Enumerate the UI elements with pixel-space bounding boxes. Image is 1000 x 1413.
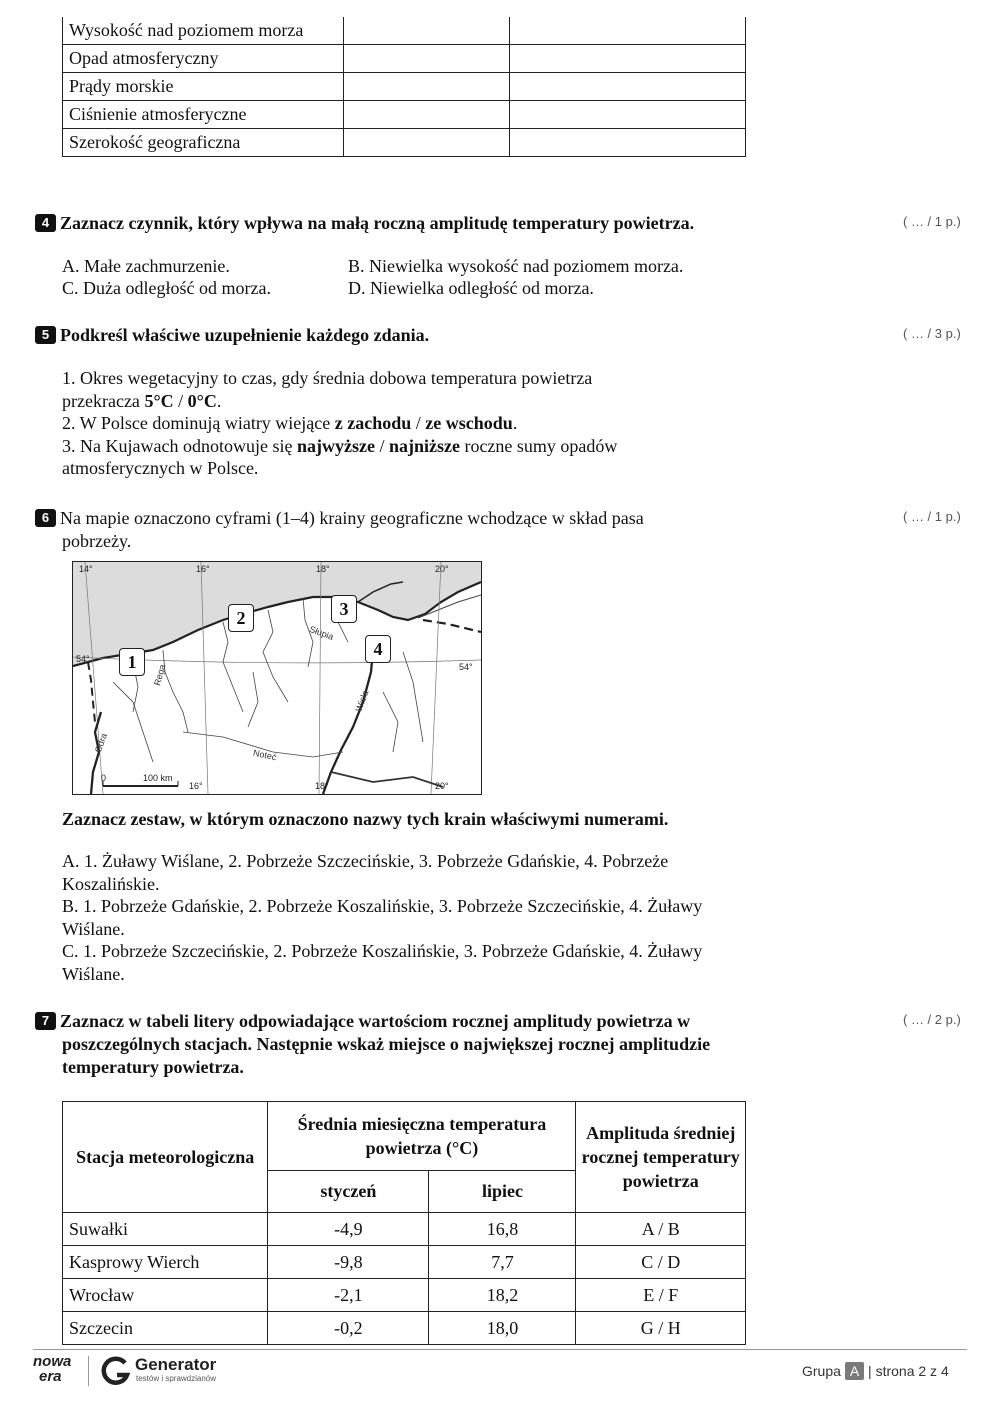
- jan-temp: -4,9: [268, 1213, 429, 1246]
- factor-label: Szerokość geograficzna: [63, 129, 344, 157]
- station-name: Wrocław: [63, 1279, 268, 1312]
- text-span: .: [216, 390, 222, 411]
- q4-option-a[interactable]: A. Małe zachmurzenie.: [62, 256, 230, 276]
- q5-s2: [62, 412, 762, 435]
- q5-sentences: [62, 367, 762, 480]
- jul-temp: 18,2: [429, 1279, 576, 1312]
- page-info: [802, 1362, 949, 1380]
- q4-points: ( … / 1 p.): [903, 214, 961, 229]
- river-label-slupia: Słupia: [308, 624, 335, 642]
- answer-cell[interactable]: [509, 17, 745, 45]
- coast-map: [72, 561, 482, 795]
- text-span: .: [512, 413, 518, 433]
- tick-top-18: 18°: [316, 564, 330, 574]
- q5-s1-line1: 1. Okres wegetacyjny to czas, gdy średnia dobowa temperatura powietrza: [62, 368, 593, 388]
- option-line: C. 1. Pobrzeże Szczecińskie, 2. Pobrzeże Koszalińskie, 3. Pobrzeże Gdańskie, 4. Żuławy: [62, 941, 703, 961]
- q5-s1-line2: [62, 390, 762, 413]
- q7-line2: poszczególnych stacjach. Następnie wskaż miejsce o największej rocznej amplitudzie: [62, 1034, 711, 1054]
- option-line: Wiślane.: [62, 963, 125, 984]
- generator-title: Generator: [135, 1355, 217, 1374]
- table-row: [63, 1213, 746, 1246]
- q6-option-b[interactable]: [62, 895, 762, 940]
- q6-instruction: Zaznacz zestaw, w którym oznaczono nazwy tych krain właściwymi numerami.: [62, 809, 669, 829]
- factor-label: Ciśnienie atmosferyczne: [63, 101, 344, 129]
- river-label-notec: Noteć: [252, 747, 278, 763]
- q5-s2-option-2[interactable]: ze wschodu: [425, 413, 513, 433]
- table-row: [63, 73, 746, 101]
- separator: /: [173, 390, 188, 411]
- q6-points: ( … / 1 p.): [903, 509, 961, 524]
- generator-logo-icon: [101, 1355, 131, 1387]
- q7-points: ( … / 2 p.): [903, 1012, 961, 1027]
- q7-prompt: [35, 1010, 755, 1079]
- separator: /: [411, 413, 426, 433]
- amplitude-choice[interactable]: C / D: [576, 1246, 746, 1279]
- vistula-river: [323, 650, 373, 794]
- generator-subtitle: testów i sprawdzianów: [136, 1374, 217, 1383]
- q5-text: Podkreśl właściwe uzupełnienie każdego zdania.: [60, 325, 430, 345]
- q4-option-d[interactable]: D. Niewielka odległość od morza.: [348, 278, 594, 298]
- separator: /: [374, 435, 389, 456]
- answer-cell[interactable]: [509, 73, 745, 101]
- header-july: lipiec: [429, 1170, 576, 1212]
- q5-s3-line2: atmosferycznych w Polsce.: [62, 458, 259, 478]
- answer-cell[interactable]: [509, 101, 745, 129]
- table-row: [63, 1246, 746, 1279]
- header-station: Stacja meteorologiczna: [63, 1102, 268, 1213]
- amplitude-choice[interactable]: G / H: [576, 1312, 746, 1345]
- option-line: B. 1. Pobrzeże Gdańskie, 2. Pobrzeże Koszalińskie, 3. Pobrzeże Szczecińskie, 4. Żuławy: [62, 896, 703, 916]
- temperature-table: [62, 1101, 746, 1345]
- factor-label: Opad atmosferyczny: [63, 45, 344, 73]
- header-amplitude: Amplituda średniej rocznej temperatury powietrza: [576, 1102, 746, 1213]
- q6-options: [62, 850, 762, 985]
- table-row: [63, 101, 746, 129]
- table-row: [63, 45, 746, 73]
- answer-cell[interactable]: [344, 101, 509, 129]
- river-label-rega: Rega: [152, 663, 168, 687]
- tick-bottom-16: 16°: [189, 781, 203, 791]
- option-line: Wiślane.: [62, 918, 125, 939]
- header-temperature: Średnia miesięczna temperatura powietrza (°C): [268, 1102, 576, 1171]
- station-name: Suwałki: [63, 1213, 268, 1246]
- q5-points: ( … / 3 p.): [903, 326, 961, 341]
- grupa-badge: A: [845, 1362, 864, 1380]
- q6-option-c[interactable]: [62, 940, 762, 985]
- text-span: przekracza: [62, 390, 145, 411]
- map-label-4: 4: [365, 635, 391, 663]
- answer-cell[interactable]: [344, 129, 509, 157]
- scale-start-label: 0: [101, 773, 107, 783]
- tick-bottom-18: 18°: [315, 781, 329, 791]
- q6-text-line1: Na mapie oznaczono cyframi (1–4) krainy geograficzne wchodzące w skład pasa: [60, 508, 644, 528]
- amplitude-choice[interactable]: A / B: [576, 1213, 746, 1246]
- q4-option-c[interactable]: C. Duża odległość od morza.: [62, 278, 271, 298]
- jan-temp: -0,2: [268, 1312, 429, 1345]
- q5-s1-option-1[interactable]: 5°C: [144, 390, 174, 411]
- factors-table: [62, 17, 746, 157]
- nowa-era-logo: [33, 1353, 72, 1385]
- q4-option-b[interactable]: B. Niewielka wysokość nad poziomem morza.: [348, 256, 684, 276]
- answer-cell[interactable]: [344, 45, 509, 73]
- q4-text: Zaznacz czynnik, który wpływa na małą roczną amplitudę temperatury powietrza.: [60, 213, 695, 233]
- tick-top-16: 16°: [196, 564, 210, 574]
- table-header-row: [63, 1102, 746, 1171]
- q5-s1-option-2[interactable]: 0°C: [187, 390, 217, 411]
- q5-s3-option-2[interactable]: najniższe: [388, 435, 460, 456]
- question-number-badge: 7: [35, 1012, 56, 1030]
- q6-text-line2: pobrzeży.: [62, 531, 132, 551]
- lat-right: 54°: [459, 662, 473, 672]
- footer-divider: [33, 1349, 967, 1350]
- table-row: [63, 1312, 746, 1345]
- answer-cell[interactable]: [509, 45, 745, 73]
- option-line: A. 1. Żuławy Wiślane, 2. Pobrzeże Szczecińskie, 3. Pobrzeże Gdańskie, 4. Pobrzeże: [62, 851, 669, 871]
- scale-end-label: 100 km: [143, 773, 173, 783]
- map-label-1: 1: [119, 648, 145, 676]
- q6-option-a[interactable]: [62, 850, 762, 895]
- border-west: [88, 662, 95, 722]
- text-span: 2. W Polsce dominują wiatry wiejące: [62, 413, 335, 433]
- border-northeast: [423, 620, 481, 632]
- text-span: roczne sumy opadów: [459, 435, 618, 456]
- tick-bottom-20: 20°: [435, 781, 449, 791]
- answer-cell[interactable]: [344, 17, 509, 45]
- q5-s3-option-1[interactable]: najwyższe: [296, 435, 375, 456]
- logo-text: nowa: [33, 1353, 72, 1370]
- answer-cell[interactable]: [344, 73, 509, 101]
- tick-top-20: 20°: [435, 564, 449, 574]
- q5-prompt: [35, 324, 885, 347]
- vistula-tributary: [331, 772, 443, 787]
- option-line: Koszalińskie.: [62, 873, 160, 894]
- table-row: [63, 17, 746, 45]
- question-number-badge: 6: [35, 509, 56, 527]
- map-drawing: [73, 562, 481, 794]
- table-row: [63, 129, 746, 157]
- jul-temp: 7,7: [429, 1246, 576, 1279]
- grupa-label: Grupa: [802, 1363, 841, 1379]
- station-name: Kasprowy Wierch: [63, 1246, 268, 1279]
- lat-left: 54°: [76, 654, 90, 664]
- jul-temp: 16,8: [429, 1213, 576, 1246]
- map-label-3: 3: [331, 595, 357, 623]
- q6-prompt: [35, 507, 885, 530]
- river-label-wisla: Wisła: [353, 688, 371, 714]
- logo-divider: [88, 1356, 89, 1386]
- jan-temp: -9,8: [268, 1246, 429, 1279]
- q7-line3: temperatury powietrza.: [62, 1057, 244, 1077]
- map-label-2: 2: [228, 604, 254, 632]
- factor-label: Wysokość nad poziomem morza: [63, 17, 344, 45]
- amplitude-choice[interactable]: E / F: [576, 1279, 746, 1312]
- text-span: 3. Na Kujawach odnotowuje się: [62, 435, 297, 456]
- factor-label: Prądy morskie: [63, 73, 344, 101]
- jul-temp: 18,0: [429, 1312, 576, 1345]
- station-name: Szczecin: [63, 1312, 268, 1345]
- page-number: | strona 2 z 4: [868, 1363, 949, 1379]
- answer-cell[interactable]: [509, 129, 745, 157]
- question-number-badge: 4: [35, 214, 56, 232]
- table-row: [63, 1279, 746, 1312]
- q5-s3-line1: [62, 435, 762, 458]
- tick-top-14: 14°: [79, 564, 93, 574]
- jan-temp: -2,1: [268, 1279, 429, 1312]
- q4-prompt: [35, 212, 885, 235]
- question-number-badge: 5: [35, 326, 56, 344]
- q5-s2-option-1[interactable]: z zachodu: [334, 413, 412, 433]
- text-span: Zaznacz w tabeli litery odpowiadające wartościom rocznej amplitudy powietrza w: [60, 1011, 691, 1031]
- q7-line1: [35, 1010, 755, 1033]
- river-label-odra: Odra: [92, 731, 110, 755]
- header-january: styczeń: [268, 1170, 429, 1212]
- logo-text: era: [39, 1368, 62, 1385]
